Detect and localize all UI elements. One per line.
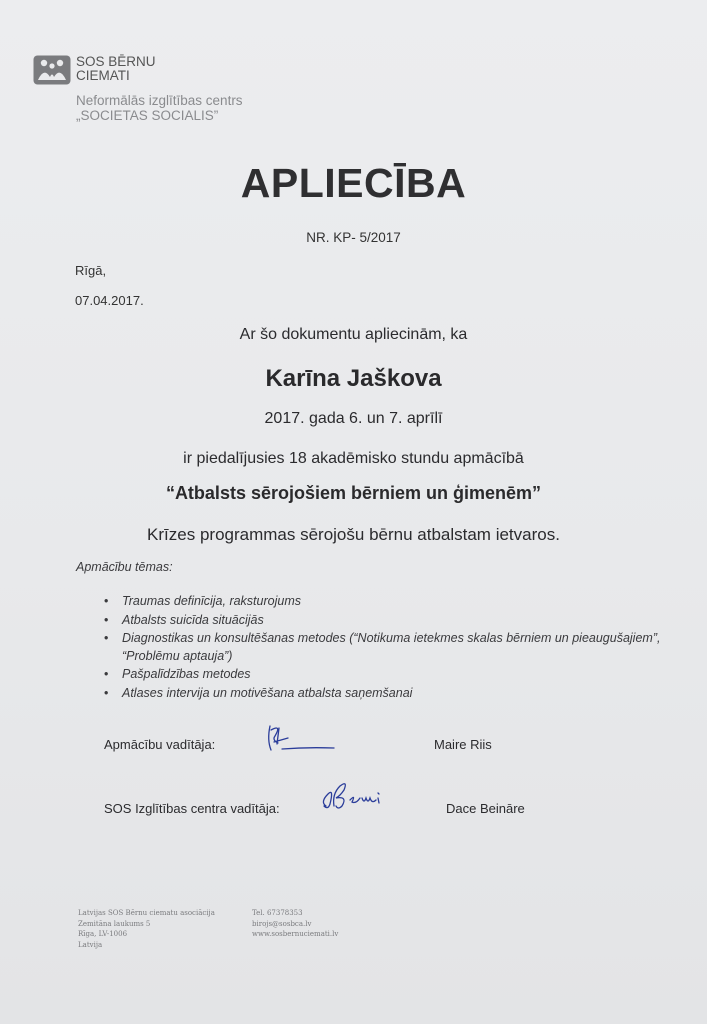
trainer-name: Maire Riis bbox=[434, 737, 492, 752]
footer-address bbox=[78, 908, 215, 950]
list-item bbox=[104, 685, 664, 703]
bullet-icon: • bbox=[104, 631, 109, 645]
footer-contacts bbox=[252, 908, 338, 940]
footer-address-line: Rīga, LV-1006 bbox=[78, 930, 128, 938]
footer-address-line: Latvija bbox=[78, 940, 103, 949]
intro-text: Ar šo dokumentu apliecinām, ka bbox=[239, 326, 468, 343]
bullet-icon: • bbox=[104, 594, 109, 608]
footer-address-line: Zemitāna laukums 5 bbox=[78, 919, 151, 928]
center-name bbox=[76, 93, 243, 123]
course-title: “Atbalsts sērojošiem bērniem un ģimenēm” bbox=[165, 483, 542, 503]
footer-phone: Tel. 67378353 bbox=[252, 909, 303, 917]
recipient-name: Karīna Jaškova bbox=[265, 365, 442, 392]
topic-text: Diagnostikas un konsultēšanas metodes (“Notikuma ietekmes skalas bērniem un pieaugušajiem”, “Problēmu aptauja”) bbox=[122, 631, 661, 663]
center-name-line2: „SOCIETAS SOCIALIS” bbox=[76, 108, 219, 123]
topic-text: Atbalsts suicīda situācijās bbox=[122, 612, 264, 627]
program-text: Krīzes programmas sērojošu bērnu atbalstam ietvaros. bbox=[147, 525, 560, 544]
topic-text: Pašpalīdzības metodes bbox=[122, 667, 251, 681]
footer-website: www.sosbernuciemati.lv bbox=[252, 930, 339, 938]
topics-list bbox=[104, 593, 664, 703]
training-period: 2017. gada 6. un 7. aprīlī bbox=[264, 410, 443, 427]
document-title: APLIECĪBA bbox=[240, 160, 467, 206]
topics-heading: Apmācību tēmas: bbox=[76, 560, 173, 574]
director-signature-icon bbox=[318, 776, 400, 816]
org-name bbox=[76, 55, 156, 83]
bullet-icon: • bbox=[104, 667, 109, 681]
org-name-line1: SOS BĒRNU bbox=[76, 54, 156, 69]
issue-place: Rīgā, bbox=[75, 263, 107, 278]
trainer-label: Apmācību vadītāja: bbox=[104, 737, 216, 752]
sos-logo-icon bbox=[33, 55, 71, 85]
org-name-line2: CIEMATI bbox=[76, 68, 130, 83]
topic-text: Traumas definīcija, raksturojums bbox=[122, 594, 301, 608]
footer-email: birojs@sosbca.lv bbox=[252, 919, 312, 928]
bullet-icon: • bbox=[104, 612, 109, 627]
footer-address-line: Latvijas SOS Bērnu ciematu asociācija bbox=[78, 909, 215, 917]
list-item bbox=[104, 666, 664, 684]
bullet-icon: • bbox=[104, 685, 109, 700]
director-name: Dace Beināre bbox=[446, 801, 525, 816]
list-item bbox=[104, 630, 664, 665]
trainer-signature-icon bbox=[262, 718, 338, 756]
list-item bbox=[104, 612, 664, 630]
participation-text: ir piedalījusies 18 akadēmisko stundu apmācībā bbox=[183, 450, 524, 467]
document-number: NR. KP- 5/2017 bbox=[306, 230, 401, 245]
list-item bbox=[104, 593, 664, 611]
center-name-line1: Neformālās izglītības centrs bbox=[76, 93, 243, 108]
topic-text: Atlases intervija un motivēšana atbalsta saņemšanai bbox=[122, 685, 413, 700]
director-label: SOS Izglītības centra vadītāja: bbox=[104, 801, 280, 816]
issue-date: 07.04.2017. bbox=[75, 293, 144, 308]
